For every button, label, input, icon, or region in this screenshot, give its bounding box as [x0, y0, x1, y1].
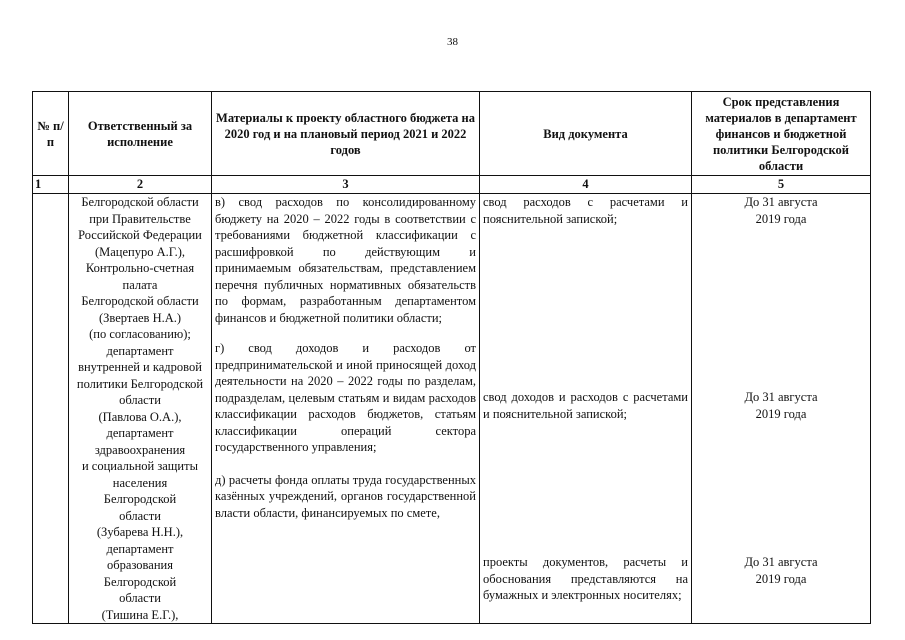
doc-type-item-d: проекты документов, расчеты и обоснования представляются на бумажных и электронных носителях;: [483, 555, 688, 602]
doc-type-item-v: свод расходов с расчетами и пояснительной запиской;: [483, 195, 688, 226]
responsible-line: Белгородской: [103, 492, 177, 506]
responsible-cell: [69, 194, 212, 624]
column-number: 5: [692, 176, 871, 194]
doc-type-cell: [480, 194, 692, 624]
responsible-line: (Тишина Е.Г.),: [101, 607, 179, 622]
material-item-d: д) расчеты фонда оплаты труда государственных казённых учреждений, органов государственной власти области, финансируемых по смете,: [215, 472, 476, 520]
table-row: [33, 194, 871, 624]
header-num: № п/п: [33, 92, 69, 176]
responsible-line: департамент: [106, 343, 174, 358]
deadline-cell: [692, 194, 871, 624]
responsible-line: политики Белгородской: [76, 376, 204, 391]
header-materials: Материалы к проекту областного бюджета на 2020 год и на плановый период 2021 и 2022 годов: [212, 92, 480, 176]
deadline-item-d: До 31 августа 2019 года: [744, 555, 818, 586]
responsible-line: департамент: [106, 541, 174, 556]
column-number: 1: [33, 176, 69, 194]
deadline-item-v: До 31 августа 2019 года: [744, 195, 818, 226]
responsible-line: Российской Федерации: [78, 228, 202, 242]
responsible-line: (Павлова О.А.),: [98, 409, 182, 424]
column-number: 2: [69, 176, 212, 194]
material-item-g: г) свод доходов и расходов от предпринимательской и иной приносящей доход деятельности на 2020 – 2022 годы по разделам, подразделам, целевым статьям и видам расходов классификации расходов бюджетов, статьям классификации операций сектора государственного управления;: [215, 341, 476, 454]
responsible-line: Контрольно-счетная: [85, 261, 195, 275]
header-doc-type: Вид документа: [480, 92, 692, 176]
responsible-line: образования: [107, 558, 173, 572]
column-number: 3: [212, 176, 480, 194]
column-number: 4: [480, 176, 692, 194]
doc-type-item-g: свод доходов и расходов с расчетами и пояснительной запиской;: [483, 390, 688, 421]
header-responsible: Ответственный за исполнение: [69, 92, 212, 176]
responsible-line: (Зубарева Н.Н.),: [96, 525, 184, 539]
responsible-line: палата: [122, 277, 158, 292]
deadline-item-g: До 31 августа 2019 года: [744, 390, 818, 421]
responsible-line: Белгородской области: [81, 195, 199, 209]
responsible-line: области: [119, 393, 161, 407]
page-number: 38: [447, 36, 458, 48]
responsible-line: (Мацепуро А.Г.),: [94, 244, 185, 259]
budget-materials-table: [32, 91, 871, 624]
responsible-line: здравоохранения: [94, 442, 186, 457]
responsible-line: области: [119, 591, 161, 605]
header-deadline: Срок представления материалов в департамент финансов и бюджетной политики Белгородской области: [692, 92, 871, 176]
header-row: [33, 92, 871, 176]
materials-cell: [212, 194, 480, 624]
responsible-line: (Звертаев Н.А.): [98, 310, 182, 325]
column-number-row: [33, 176, 871, 194]
responsible-line: внутренней и кадровой: [78, 360, 202, 374]
responsible-line: Белгородской: [103, 574, 177, 589]
responsible-line: области: [119, 508, 161, 523]
responsible-line: при Правительстве: [89, 211, 191, 226]
responsible-line: департамент: [106, 426, 174, 440]
material-item-v: в) свод расходов по консолидированному бюджету на 2020 – 2022 годы в соответствии с требованиями бюджетной классификации с расшифровкой по действующим и принимаемым обязательствам, представлением перечня публичных нормативных обязательств по формам, разработанным департаментом финансов и бюджетной политики области;: [215, 195, 476, 325]
num-cell: [33, 194, 69, 624]
responsible-line: Белгородской области: [81, 294, 199, 308]
responsible-line: (по согласованию);: [89, 327, 191, 341]
responsible-line: и социальной защиты: [81, 459, 198, 473]
responsible-line: населения: [112, 475, 168, 490]
